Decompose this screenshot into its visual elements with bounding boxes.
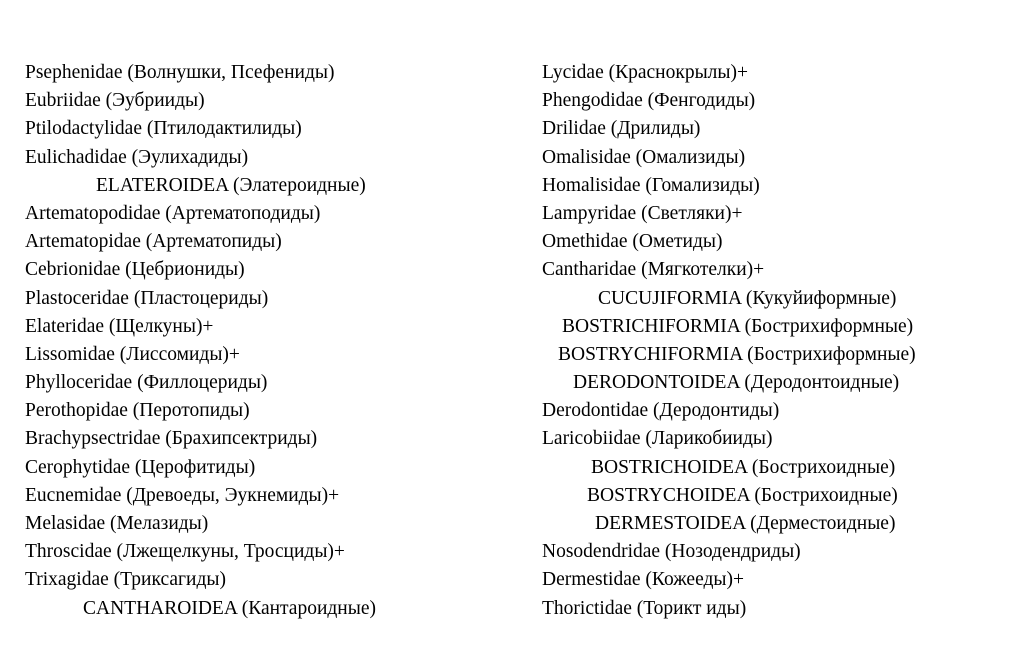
taxon-line: Elateridae (Щелкуны)+	[25, 315, 214, 337]
taxon-line: Dermestidae (Кожееды)+	[542, 569, 744, 591]
taxon-line: Trixagidae (Триксагиды)	[25, 569, 226, 591]
taxon-line: Omethidae (Ометиды)	[542, 231, 723, 253]
superfamily-heading: BOSTRICHIFORMIA (Бострихиформные)	[562, 315, 914, 337]
taxon-line: Brachypsectridae (Брахипсектриды)	[25, 428, 318, 450]
taxon-line: Thorictidae (Торикт иды)	[542, 597, 747, 619]
taxon-line: Eulichadidae (Эулихадиды)	[25, 146, 249, 168]
taxon-line: Perothopidae (Перотопиды)	[25, 400, 250, 422]
superfamily-heading: DERMESTOIDEA (Дерместоидные)	[595, 513, 896, 534]
taxon-line: Phylloceridae (Филлоцериды)	[25, 372, 268, 394]
taxon-line: Artematopodidae (Артематоподиды)	[25, 202, 321, 224]
taxon-line: Artematopidae (Артематопиды)	[25, 231, 282, 253]
taxon-line: Eucnemidae (Древоеды, Эукнемиды)+	[25, 484, 340, 506]
taxon-line: Psephenidae (Волнушки, Псефениды)	[25, 62, 335, 83]
taxon-line: Cantharidae (Мягкотелки)+	[542, 259, 765, 281]
right-column	[542, 59, 1027, 623]
superfamily-heading: ELATEROIDEA (Элатероидные)	[96, 174, 366, 196]
taxon-line: Plastoceridae (Пластоцериды)	[25, 287, 269, 309]
taxon-line: Lampyridae (Светляки)+	[542, 202, 743, 224]
taxon-line: Phengodidae (Фенгодиды)	[542, 90, 756, 112]
taxon-line: Nosodendridae (Нозодендриды)	[542, 541, 801, 563]
superfamily-heading: BOSTRYCHOIDEA (Бострихоидные)	[587, 484, 898, 506]
superfamily-heading: DERODONTOIDEA (Деродонтоидные)	[573, 372, 900, 394]
taxon-line: Laricobiidae (Ларикобииды)	[542, 428, 773, 450]
superfamily-heading: BOSTRICHOIDEA (Бострихоидные)	[591, 456, 896, 478]
taxon-line: Cebrionidae (Цебриониды)	[25, 259, 245, 281]
taxon-line: Homalisidae (Гомализиды)	[542, 174, 760, 196]
superfamily-heading: BOSTRYCHIFORMIA (Бострихиформные)	[558, 343, 916, 365]
superfamily-heading: CANTHAROIDEA (Кантароидные)	[83, 597, 376, 619]
taxon-line: Lissomidae (Лиссомиды)+	[25, 343, 240, 365]
taxon-line: Melasidae (Мелазиды)	[25, 513, 209, 534]
taxon-line: Ptilodactylidae (Птилодактилиды)	[25, 118, 302, 140]
taxon-line: Cerophytidae (Церофитиды)	[25, 456, 256, 478]
taxon-line: Derodontidae (Деродонтиды)	[542, 400, 780, 422]
superfamily-heading: CUCUJIFORMIA (Кукуйиформные)	[598, 287, 897, 309]
taxon-line: Throscidae (Лжещелкуны, Тросциды)+	[25, 541, 345, 563]
taxon-line: Lycidae (Краснокрылы)+	[542, 62, 748, 83]
left-column	[25, 59, 495, 623]
taxon-line: Drilidae (Дрилиды)	[542, 118, 701, 140]
taxon-line: Omalisidae (Омализиды)	[542, 146, 746, 168]
taxon-line: Eubriidae (Эубрииды)	[25, 90, 205, 112]
